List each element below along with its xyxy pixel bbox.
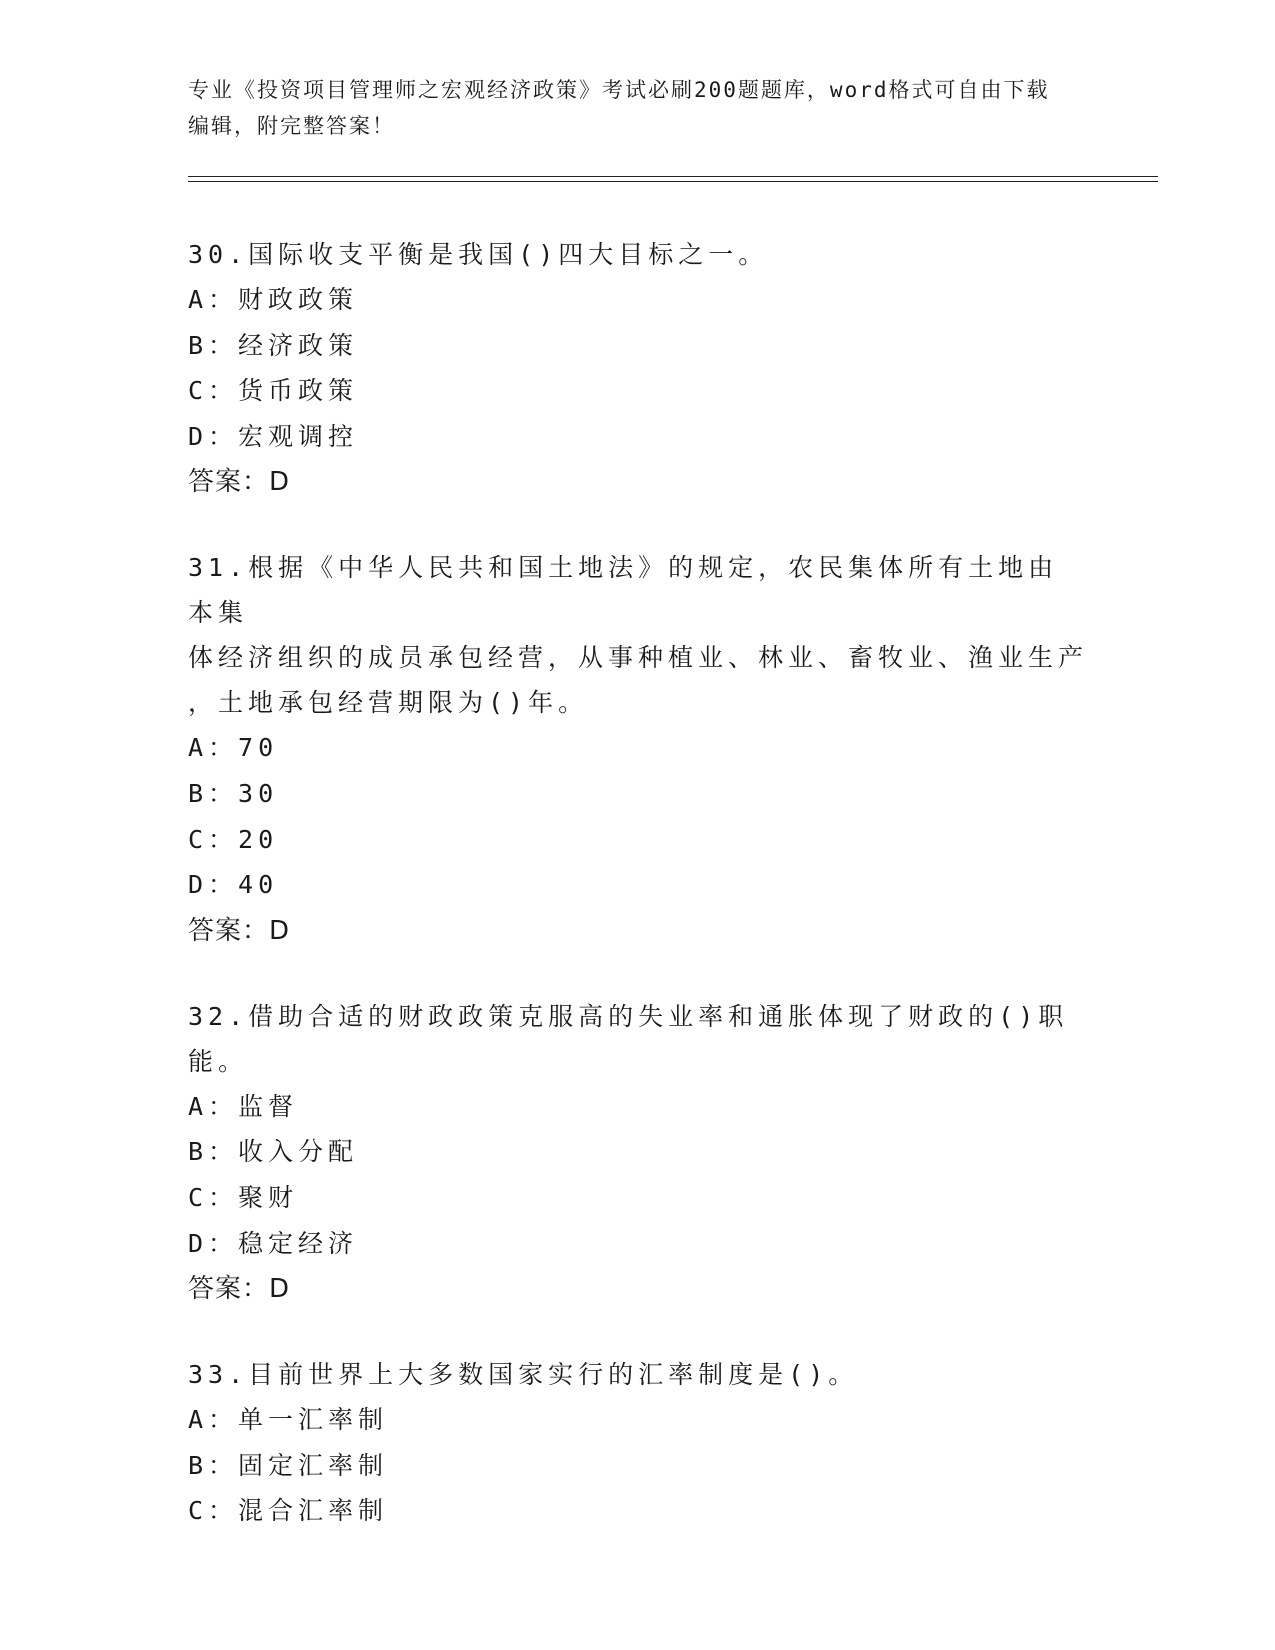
question-32 xyxy=(188,994,1088,1312)
header-divider-top xyxy=(188,176,1158,177)
option-a: A：财政政策 xyxy=(188,285,359,314)
question-31 xyxy=(188,545,1088,953)
question-text: 30.国际收支平衡是我国()四大目标之一。 xyxy=(188,240,769,269)
option-b: B：经济政策 xyxy=(188,330,359,360)
option-b: B：固定汇率制 xyxy=(188,1450,389,1480)
answer: 答案：D xyxy=(188,467,291,498)
option-d: D：40 xyxy=(188,870,279,900)
question-33 xyxy=(188,1352,1088,1534)
option-b: B：30 xyxy=(188,778,279,808)
option-c: C：20 xyxy=(188,824,279,854)
question-list xyxy=(188,232,1088,1574)
option-d: D：稳定经济 xyxy=(188,1228,359,1258)
question-text-line-3: ，土地承包经营期限为()年。 xyxy=(188,688,589,718)
option-c: C：货币政策 xyxy=(188,376,359,406)
answer: 答案：D xyxy=(188,915,291,946)
header-divider-bottom xyxy=(188,181,1158,182)
option-d: D：宏观调控 xyxy=(188,421,359,451)
question-text: 32.借助合适的财政政策克服高的失业率和通胀体现了财政的()职能。 xyxy=(188,1001,1069,1076)
answer: 答案：D xyxy=(188,1274,291,1305)
question-30 xyxy=(188,232,1088,505)
option-a: A：监督 xyxy=(188,1091,299,1121)
question-text-line-1: 31.根据《中华人民共和国土地法》的规定，农民集体所有土地由本集 xyxy=(188,553,1059,628)
option-c: C：混合汇率制 xyxy=(188,1496,389,1526)
header-text: 专业《投资项目管理师之宏观经济政策》考试必刷200题题库，word格式可自由下载编辑，附完整答案！ xyxy=(188,78,1050,138)
question-text-line-2: 体经济组织的成员承包经营，从事种植业、林业、畜牧业、渔业生产 xyxy=(188,643,1089,673)
option-c: C：聚财 xyxy=(188,1182,299,1212)
option-b: B：收入分配 xyxy=(188,1137,359,1167)
option-a: A：70 xyxy=(188,733,279,763)
question-text: 33.目前世界上大多数国家实行的汇率制度是()。 xyxy=(188,1360,859,1390)
option-a: A：单一汇率制 xyxy=(188,1405,389,1435)
document-header xyxy=(188,72,1068,144)
